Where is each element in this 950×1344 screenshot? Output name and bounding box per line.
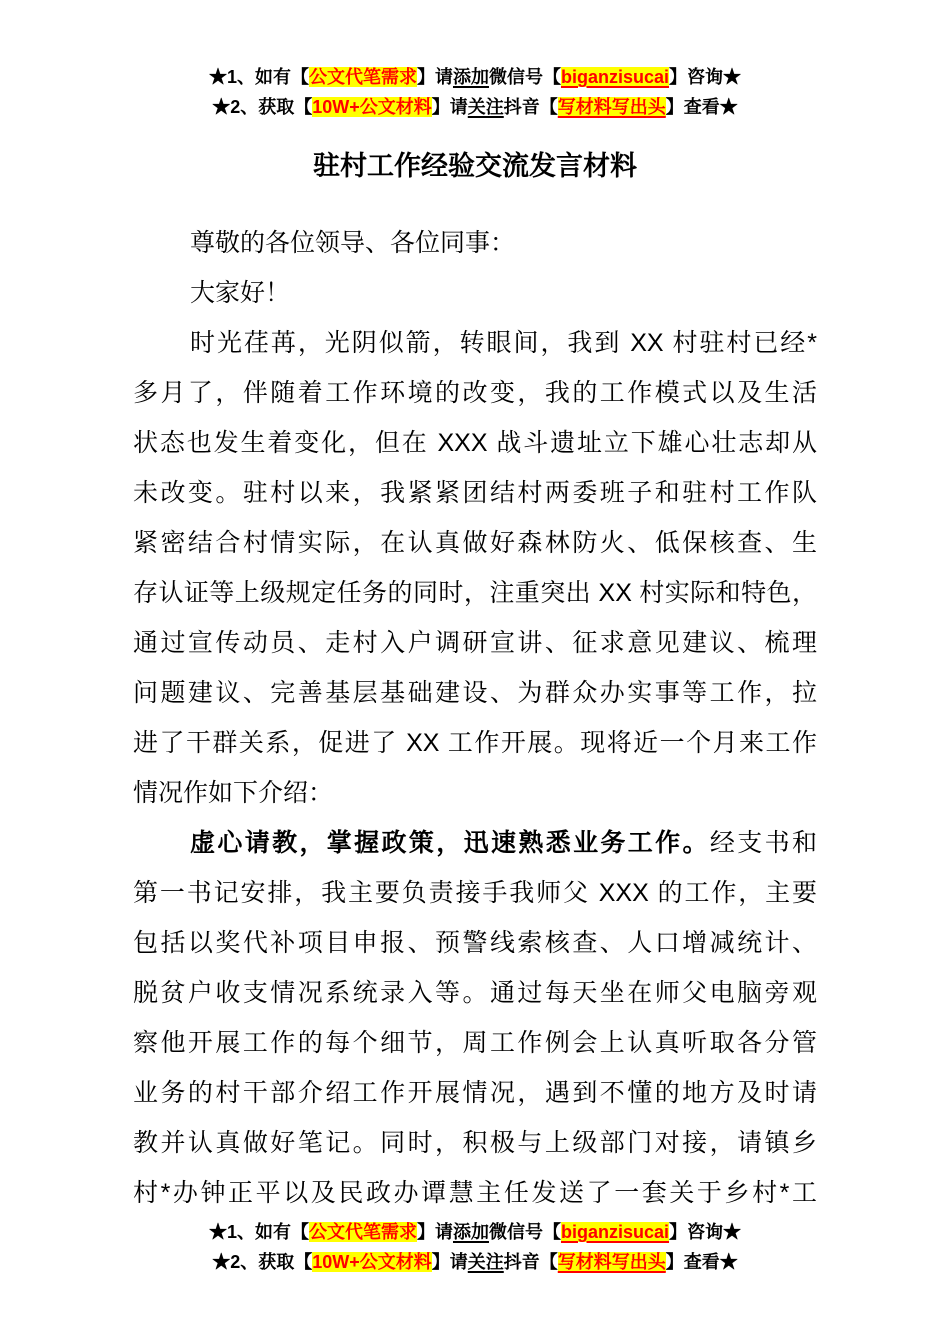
body-line (133, 468, 817, 518)
text-run: 】请 (416, 1222, 453, 1242)
body-line (133, 218, 817, 268)
body-line (133, 968, 817, 1018)
text-run: 经支书和 (709, 829, 817, 857)
text-run: 抖音【 (503, 97, 558, 117)
text-run: 存认证等上级规定任务的同时，注重突出 XX 村实际和特色， (133, 579, 817, 607)
promo-header-line-2 (0, 92, 950, 122)
body-line (133, 768, 817, 818)
text-run: 关注 (467, 97, 504, 117)
text-run: ★1、如有【 (208, 1222, 309, 1242)
text-run: 】咨询★ (669, 67, 742, 87)
body-line (133, 318, 817, 368)
text-run: 添加 (452, 1222, 489, 1242)
promo-footer-line-1 (0, 1217, 950, 1247)
text-run: 】请 (431, 97, 468, 117)
promo-header-line-1 (0, 62, 950, 92)
body-line (133, 868, 817, 918)
text-run: 微信号【 (488, 1222, 561, 1242)
text-run: 公文代笔需求 (308, 67, 417, 87)
text-run: 尊敬的各位领导、各位同事： (190, 229, 516, 257)
body-line (133, 1068, 817, 1118)
body-line (133, 618, 817, 668)
text-run: 多月了，伴随着工作环境的改变，我的工作模式以及生活 (133, 379, 817, 407)
text-run: 虚心请教，掌握政策，迅速熟悉业务工作。 (190, 829, 710, 857)
text-run: biganzisucai (560, 1222, 670, 1242)
text-run: 微信号【 (488, 67, 561, 87)
text-run: 】查看★ (665, 97, 738, 117)
text-run: 察他开展工作的每个细节，周工作例会上认真听取各分管 (133, 1029, 817, 1057)
body-line (133, 268, 817, 318)
text-run: 】查看★ (665, 1252, 738, 1272)
text-run: 业务的村干部介绍工作开展情况，遇到不懂的地方及时请 (133, 1079, 817, 1107)
text-run: 写材料写出头 (557, 1252, 666, 1272)
text-run: 时光荏苒，光阴似箭，转眼间，我到 XX 村驻村已经* (190, 329, 817, 357)
body-line (133, 1118, 817, 1168)
promo-footer-line-2 (0, 1247, 950, 1277)
text-run: 通过宣传动员、走村入户调研宣讲、征求意见建议、梳理 (133, 629, 817, 657)
text-run: 10W+公文材料 (312, 1252, 432, 1272)
text-run: 问题建议、完善基层基础建设、为群众办实事等工作，拉 (133, 679, 817, 707)
body-line (133, 718, 817, 768)
text-run: ★2、获取【 (212, 1252, 313, 1272)
text-run: 公文代笔需求 (308, 1222, 417, 1242)
text-run: 状态也发生着变化，但在 XXX 战斗遗址立下雄心壮志却从 (133, 429, 817, 457)
text-run: 包括以奖代补项目申报、预警线索核查、人口增减统计、 (133, 929, 817, 957)
text-run: 第一书记安排，我主要负责接手我师父 XXX 的工作，主要 (133, 879, 817, 907)
body-line (133, 368, 817, 418)
text-run: ★2、获取【 (212, 97, 313, 117)
text-run: 进了干群关系，促进了 XX 工作开展。现将近一个月来工作 (133, 729, 817, 757)
body-line (133, 1018, 817, 1068)
text-run: 脱贫户收支情况系统录入等。通过每天坐在师父电脑旁观 (133, 979, 817, 1007)
text-run: 添加 (452, 67, 489, 87)
text-run: 村*办钟正平以及民政办谭慧主任发送了一套关于乡村*工 (133, 1179, 817, 1207)
body-line (133, 668, 817, 718)
text-run: 教并认真做好笔记。同时，积极与上级部门对接，请镇乡 (133, 1129, 817, 1157)
text-run: 写材料写出头 (557, 97, 666, 117)
text-run: 10W+公文材料 (312, 97, 432, 117)
text-run: 】请 (431, 1252, 468, 1272)
body-line (133, 518, 817, 568)
text-run: 抖音【 (503, 1252, 558, 1272)
body-line (133, 1168, 817, 1218)
text-run: 】请 (416, 67, 453, 87)
document-body (133, 218, 817, 1220)
text-run: 情况作如下介绍： (133, 779, 334, 807)
text-run: 关注 (467, 1252, 504, 1272)
promo-footer (0, 1217, 950, 1277)
promo-header (0, 62, 950, 122)
body-line (133, 418, 817, 468)
text-run: 】咨询★ (669, 1222, 742, 1242)
text-run: 大家好！ (190, 279, 291, 307)
text-run: biganzisucai (560, 67, 670, 87)
text-run: ★1、如有【 (208, 67, 309, 87)
text-run: 未改变。驻村以来，我紧紧团结村两委班子和驻村工作队 (133, 479, 817, 507)
body-line (133, 918, 817, 968)
body-line (133, 818, 817, 868)
body-line (133, 568, 817, 618)
page-title: 驻村工作经验交流发言材料 (313, 151, 637, 181)
text-run: 紧密结合村情实际，在认真做好森林防火、低保核查、生 (133, 529, 817, 557)
